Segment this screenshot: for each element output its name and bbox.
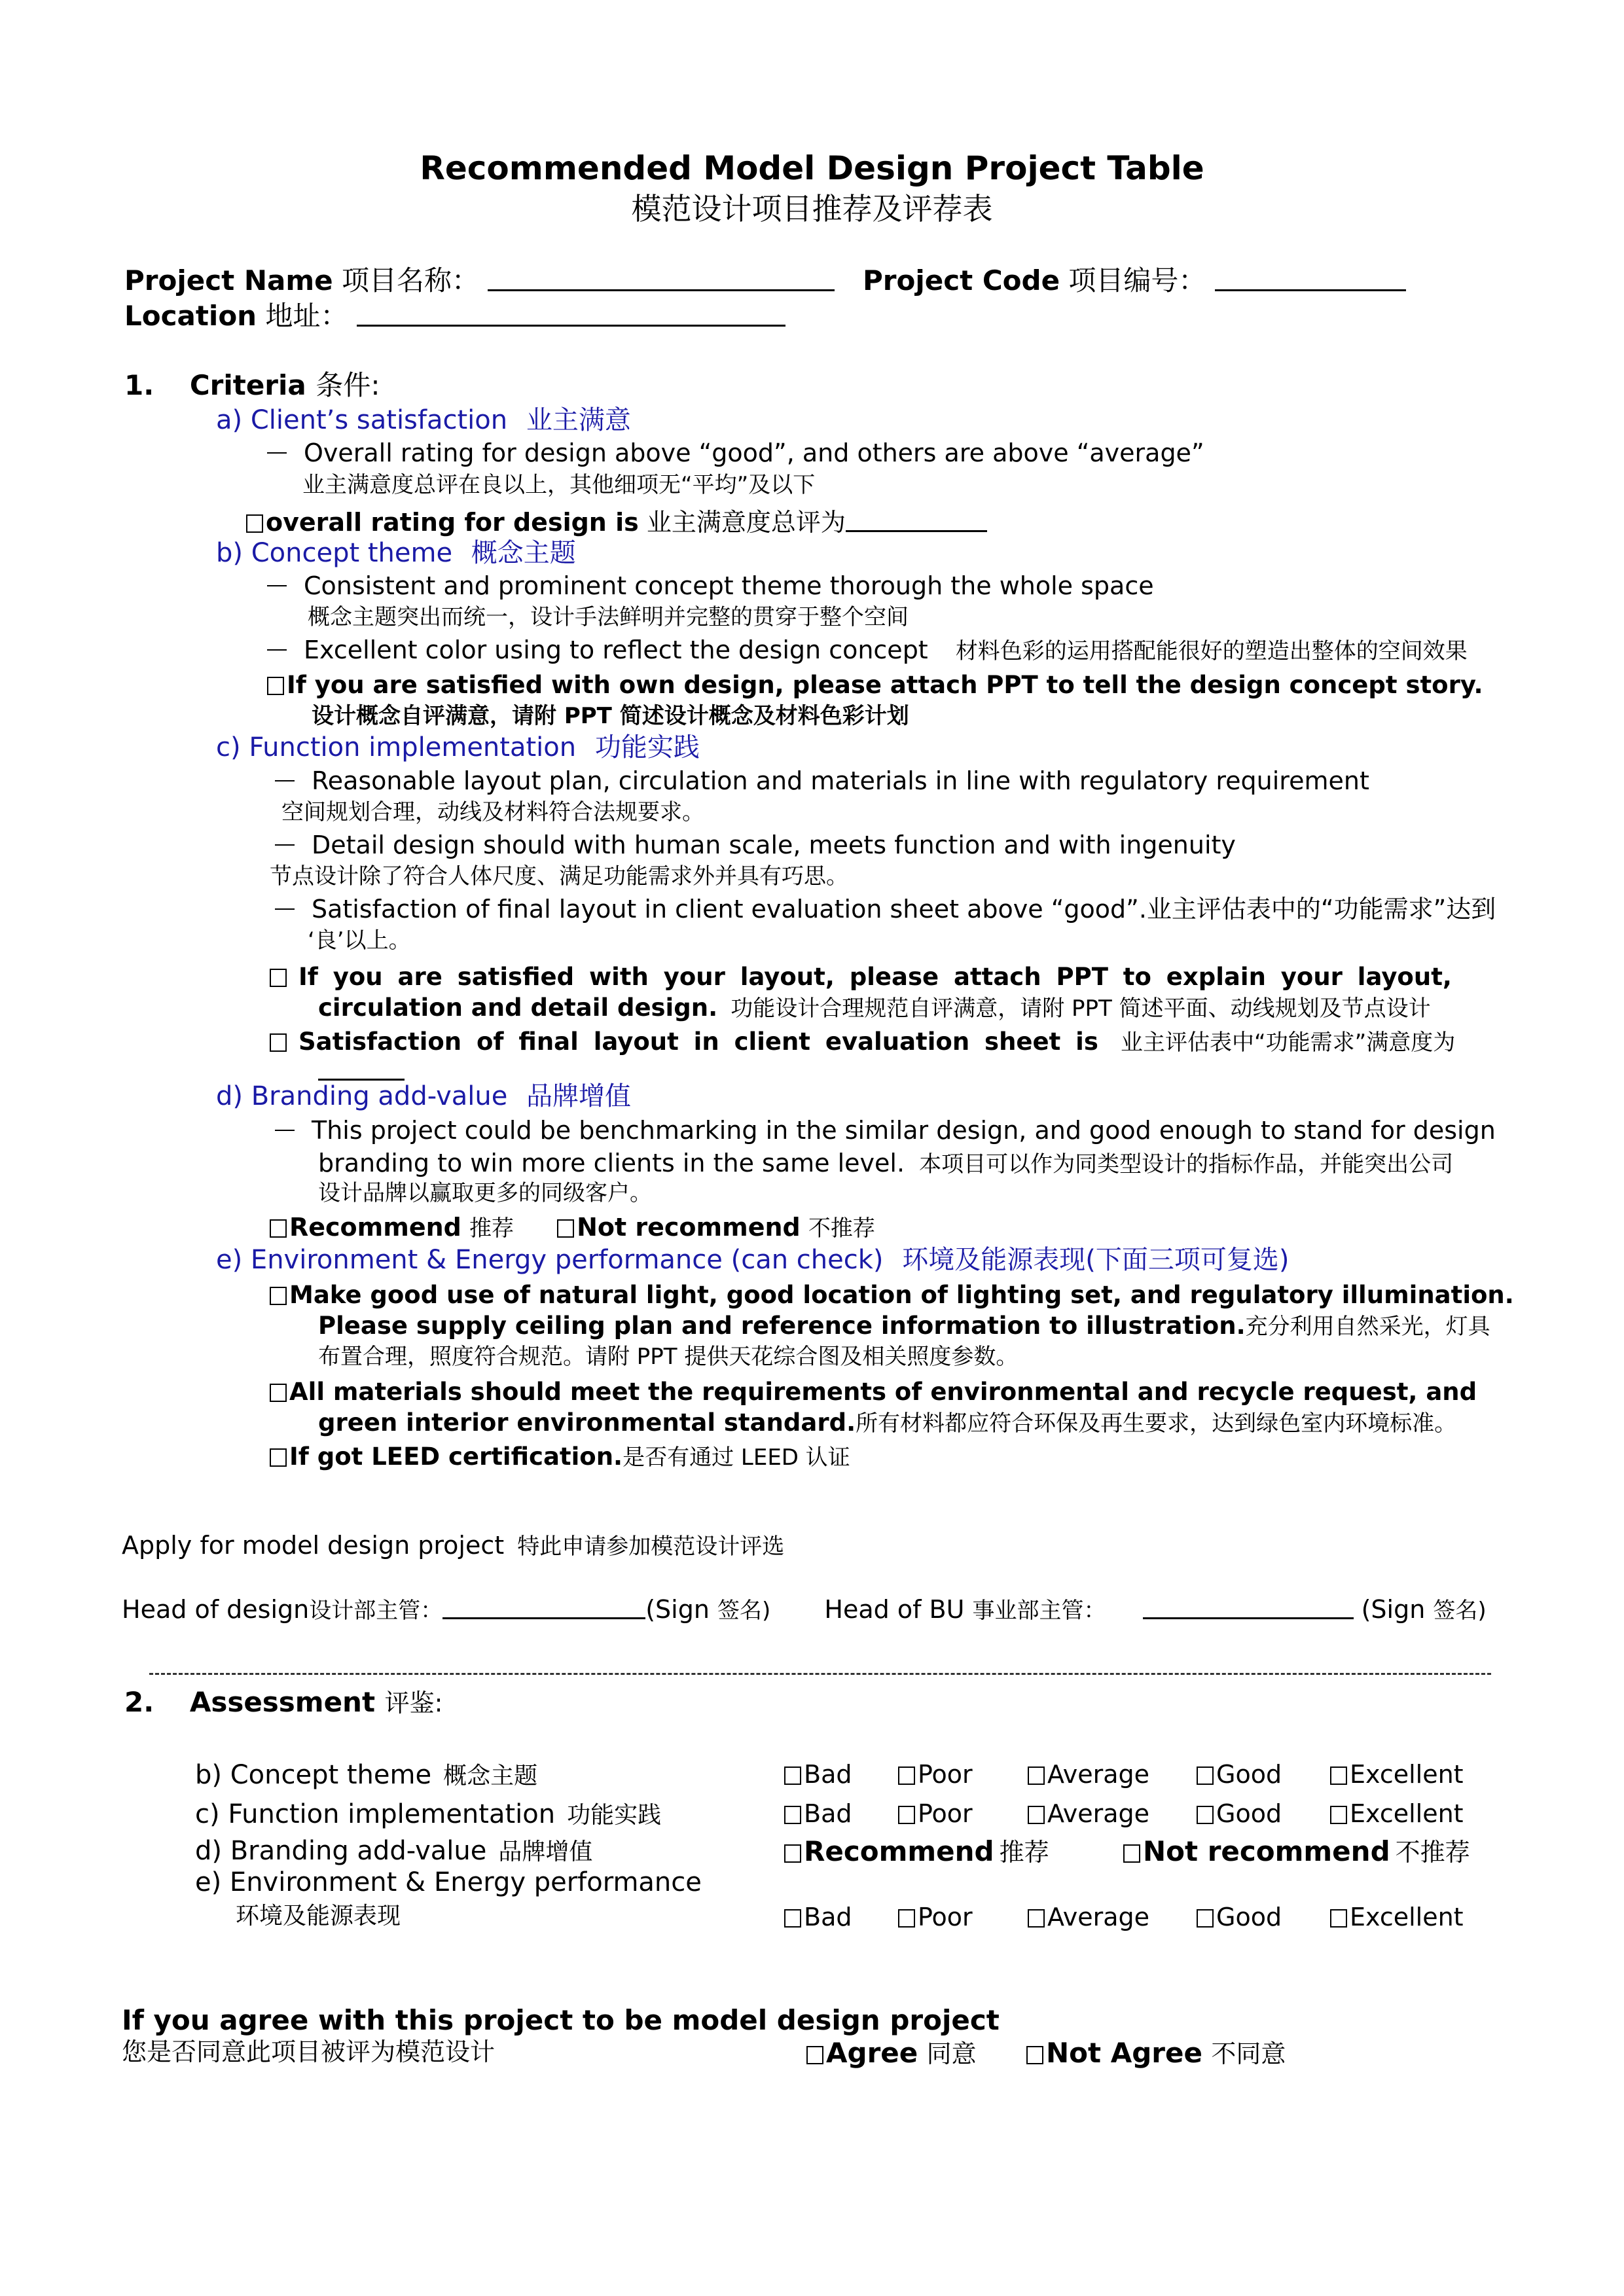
agree-label: Agree <box>826 2037 918 2069</box>
criteria-title-cn: 条件: <box>316 369 380 401</box>
rating-option-excellent[interactable] <box>1330 1801 1464 1826</box>
layout-satisfaction-row <box>318 1056 405 1083</box>
checkbox[interactable] <box>1028 1767 1045 1785</box>
agree-option[interactable] <box>806 2039 977 2067</box>
bullet-dash <box>267 585 287 586</box>
rating-option-good[interactable] <box>1197 1801 1282 1826</box>
page-title-cn: 模范设计项目推荐及评荐表 <box>631 191 993 226</box>
criteria-c-check1-text: If you are satisfied with your layout, please attach PPT to explain your layout, <box>298 963 1452 991</box>
signature-row <box>122 1597 1487 1622</box>
checkbox[interactable] <box>270 969 287 987</box>
criteria-b-check <box>267 673 1483 697</box>
bullet-dash <box>275 908 295 910</box>
assessment-row-label-text: b) Concept theme <box>195 1760 432 1790</box>
recommend-label: Recommend <box>289 1213 461 1242</box>
checkbox[interactable] <box>784 1767 801 1785</box>
criteria-b-item2 <box>267 637 1468 662</box>
rating-option-average[interactable] <box>1028 1762 1149 1787</box>
assessment-row-label-text: c) Function implementation <box>195 1799 556 1829</box>
project-code-label: Project Code <box>863 264 1060 296</box>
rating-label: Good <box>1216 1799 1282 1828</box>
criteria-e-check3-cn: 是否有通过 LEED 认证 <box>623 1444 850 1471</box>
criteria-number: 1. <box>124 369 154 401</box>
rating-label: Good <box>1216 1903 1282 1931</box>
rating-label: Poor <box>918 1799 973 1828</box>
criteria-c-item1 <box>275 768 1369 793</box>
criteria-c-check2-text: Satisfaction of final layout in client evaluation sheet is <box>298 1028 1098 1056</box>
criteria-a-item1 <box>267 440 1204 465</box>
bullet-dash <box>267 452 287 454</box>
project-code-field[interactable] <box>1215 267 1406 291</box>
rating-label: Average <box>1047 1760 1150 1789</box>
criteria-e-check1-cont-row <box>318 1313 1490 1338</box>
criteria-b-title-text: b) Concept theme <box>216 538 453 568</box>
not-recommend-label-cn: 不推荐 <box>1395 1838 1470 1867</box>
criteria-heading <box>124 369 380 401</box>
criteria-c-item3-cont: ‘良’以上。 <box>308 927 411 954</box>
assessment-row-label <box>195 1801 661 1827</box>
checkbox[interactable] <box>1026 2046 1043 2064</box>
criteria-b-check-cn: 设计概念自评满意，请附 PPT 简述设计概念及材料色彩计划 <box>312 703 909 729</box>
rating-option-average[interactable] <box>1028 1905 1149 1929</box>
criteria-c-item3 <box>275 897 1496 922</box>
criteria-e-check3-text: If got LEED certification. <box>289 1443 623 1471</box>
bullet-dash <box>275 1130 295 1131</box>
checkbox[interactable] <box>1197 1909 1214 1928</box>
criteria-d-item1-cn-cont: 设计品牌以赢取更多的同级客户。 <box>318 1180 652 1206</box>
criteria-d-item1-cn: 本项目可以作为同类型设计的指标作品，并能突出公司 <box>919 1151 1454 1177</box>
assessment-title-cn: 评鉴: <box>384 1689 443 1717</box>
criteria-e-check2-cont: green interior environmental standard. <box>318 1408 856 1437</box>
assessment-title: Assessment <box>189 1686 376 1718</box>
project-code-row <box>863 264 1406 296</box>
overall-rating-field[interactable] <box>846 508 987 532</box>
bullet-dash <box>275 844 295 846</box>
rating-label: Average <box>1047 1799 1150 1828</box>
apply-text-cn: 特此申请参加模范设计评选 <box>517 1534 785 1560</box>
checkbox[interactable] <box>1028 1909 1045 1928</box>
criteria-e-check1 <box>270 1283 1514 1307</box>
rating-option-bad[interactable] <box>784 1905 852 1929</box>
criteria-a-item1-text: Overall rating for design above “good”, and others are above “average” <box>304 439 1204 467</box>
criteria-b-item2-cn: 材料色彩的运用搭配能很好的塑造出整体的空间效果 <box>955 638 1468 664</box>
checkbox[interactable] <box>270 1384 287 1402</box>
not-recommend-label: Not recommend <box>577 1213 801 1242</box>
bullet-dash <box>275 780 295 781</box>
criteria-d-options <box>270 1215 875 1240</box>
checkbox[interactable] <box>898 1806 915 1824</box>
checkbox[interactable] <box>784 1806 801 1824</box>
checkbox[interactable] <box>270 1033 287 1052</box>
location-row <box>124 302 785 330</box>
criteria-c-item2-cn: 节点设计除了符合人体尺度、满足功能需求外并具有巧思。 <box>270 863 848 889</box>
head-design-label: Head of design <box>122 1595 310 1624</box>
checkbox[interactable] <box>270 1287 287 1305</box>
rating-label: Excellent <box>1350 1799 1464 1828</box>
project-name-label-cn: 项目名称： <box>341 264 479 296</box>
rating-option-good[interactable] <box>1197 1762 1282 1787</box>
rating-label: Bad <box>804 1760 852 1789</box>
rating-label: Excellent <box>1350 1903 1464 1931</box>
assessment-heading <box>124 1686 443 1718</box>
rating-label: Excellent <box>1350 1760 1464 1789</box>
rating-option-poor[interactable] <box>898 1905 973 1929</box>
checkbox[interactable] <box>784 1909 801 1928</box>
criteria-e-title-cn: 环境及能源表现(下面三项可复选) <box>902 1245 1290 1275</box>
agree-question-cn: 您是否同意此项目被评为模范设计 <box>122 2037 496 2066</box>
rating-label: Bad <box>804 1799 852 1828</box>
rating-option-average[interactable] <box>1028 1801 1149 1826</box>
checkbox[interactable] <box>1197 1767 1214 1785</box>
not-recommend-label-cn: 不推荐 <box>808 1215 875 1242</box>
project-name-field[interactable] <box>488 267 835 291</box>
criteria-e-check1-text: Make good use of natural light, good location of lighting set, and regulatory illumination. <box>289 1281 1514 1309</box>
checkbox[interactable] <box>898 1767 915 1785</box>
head-design-sign-field[interactable] <box>442 1599 645 1619</box>
sign1-label-cn: 签名) <box>717 1598 771 1624</box>
recommend-label-cn: 推荐 <box>999 1838 1049 1867</box>
checkbox[interactable] <box>1028 1806 1045 1824</box>
apply-row <box>122 1533 784 1558</box>
sign1-label: (Sign <box>645 1595 710 1624</box>
head-design-label-cn: 设计部主管： <box>309 1598 443 1624</box>
location-field[interactable] <box>357 302 785 327</box>
criteria-d-title-text: d) Branding add-value <box>216 1081 508 1111</box>
criteria-c-check1-cn: 功能设计合理规范自评满意，请附 PPT 简述平面、动线规划及节点设计 <box>731 996 1431 1022</box>
criteria-e-check1-cn-cont: 布置合理，照度符合规范。请附 PPT 提供天花综合图及相关照度参数。 <box>318 1344 1019 1370</box>
criteria-a-check-cn: 业主满意度总评为 <box>646 508 846 537</box>
checkbox[interactable] <box>270 1219 287 1238</box>
criteria-a-check <box>246 508 987 535</box>
rating-option-excellent[interactable] <box>1330 1905 1464 1929</box>
criteria-a-check-text: overall rating for design is <box>266 508 639 537</box>
criteria-c-check2 <box>270 1029 1455 1054</box>
criteria-b-item1-text: Consistent and prominent concept theme thorough the whole space <box>304 571 1154 600</box>
location-label: Location <box>124 300 257 332</box>
criteria-d-item1 <box>275 1118 1496 1143</box>
not-agree-label-cn: 不同意 <box>1211 2039 1286 2068</box>
criteria-b-item1-cn: 概念主题突出而统一，设计手法鲜明并完整的贯穿于整个空间 <box>308 604 909 630</box>
criteria-b-item1 <box>267 573 1154 598</box>
not-recommend-option[interactable] <box>557 1213 875 1242</box>
checkbox[interactable] <box>784 1844 801 1863</box>
page-title: Recommended Model Design Project Table <box>420 149 1204 187</box>
assessment-not-recommend-option[interactable] <box>1123 1835 1470 1867</box>
rating-option-poor[interactable] <box>898 1801 973 1826</box>
not-agree-label: Not Agree <box>1046 2037 1202 2069</box>
recommend-option[interactable] <box>270 1213 514 1242</box>
agree-label-cn: 同意 <box>926 2039 977 2068</box>
head-bu-label-cn: 事业部主管： <box>972 1598 1106 1624</box>
criteria-e-title <box>216 1247 1289 1273</box>
checkbox[interactable] <box>1330 1909 1347 1928</box>
checkbox[interactable] <box>270 1448 287 1467</box>
criteria-c-item2-text: Detail design should with human scale, meets function and with ingenuity <box>312 831 1236 859</box>
criteria-d-item1-cont: branding to win more clients in the same level. <box>318 1149 905 1177</box>
assessment-row-label <box>195 1838 592 1864</box>
criteria-c-title-cn: 功能实践 <box>594 732 700 762</box>
location-label-cn: 地址： <box>265 300 348 332</box>
criteria-a-title-text: a) Client’s satisfaction <box>216 405 508 435</box>
sign2-label-cn: 签名) <box>1433 1598 1487 1624</box>
checkbox[interactable] <box>1330 1806 1347 1824</box>
bullet-dash <box>267 649 287 651</box>
not-agree-option[interactable] <box>1026 2039 1286 2067</box>
criteria-c-check2-cn: 业主评估表中“功能需求”满意度为 <box>1120 1030 1456 1056</box>
assessment-row-label <box>195 1762 537 1788</box>
head-bu-sign-field[interactable] <box>1143 1599 1354 1619</box>
layout-satisfaction-field[interactable] <box>318 1056 405 1081</box>
checkbox[interactable] <box>1330 1767 1347 1785</box>
criteria-c-item1-cn: 空间规划合理，动线及材料符合法规要求。 <box>281 799 704 825</box>
recommend-label: Recommend <box>804 1835 994 1867</box>
criteria-e-check1-cont: Please supply ceiling plan and reference information to illustration. <box>318 1312 1246 1340</box>
criteria-b-title-cn: 概念主题 <box>471 538 576 568</box>
rating-option-excellent[interactable] <box>1330 1762 1464 1787</box>
checkbox[interactable] <box>1123 1844 1140 1863</box>
assessment-recommend-option[interactable] <box>784 1835 1049 1867</box>
rating-option-bad[interactable] <box>784 1762 852 1787</box>
criteria-c-check1-cont-row <box>318 995 1431 1020</box>
rating-label: Average <box>1047 1903 1150 1931</box>
criteria-b-check-text: If you are satisfied with own design, please attach PPT to tell the design concept story. <box>287 671 1483 699</box>
criteria-d-item1-cont-row <box>318 1151 1453 1175</box>
agree-question: If you agree with this project to be model design project <box>122 2004 1000 2036</box>
criteria-e-check2-text: All materials should meet the requirements of environmental and recycle request, and <box>289 1378 1477 1406</box>
criteria-c-check1-cont: circulation and detail design. <box>318 994 718 1022</box>
criteria-c-title-text: c) Function implementation <box>216 732 577 762</box>
checkbox[interactable] <box>246 514 263 533</box>
recommend-label-cn: 推荐 <box>469 1215 514 1242</box>
project-name-row <box>124 264 835 296</box>
rating-label: Poor <box>918 1903 973 1931</box>
rating-label: Bad <box>804 1903 852 1931</box>
criteria-e-check2-cn: 所有材料都应符合环保及再生要求，达到绿色室内环境标准。 <box>856 1410 1457 1437</box>
criteria-d-item1-text: This project could be benchmarking in the similar design, and good enough to stand for design <box>312 1116 1496 1145</box>
rating-option-bad[interactable] <box>784 1801 852 1826</box>
criteria-e-title-text: e) Environment & Energy performance (can check) <box>216 1245 884 1275</box>
criteria-a-title <box>216 407 631 433</box>
checkbox[interactable] <box>898 1909 915 1928</box>
criteria-b-item2-text: Excellent color using to reflect the design concept <box>304 636 928 664</box>
criteria-a-item1-cn: 业主满意度总评在良以上，其他细项无“平均”及以下 <box>302 472 816 498</box>
assessment-row-label-cn: 概念主题 <box>443 1763 538 1789</box>
rating-label: Poor <box>918 1760 973 1789</box>
checkbox[interactable] <box>557 1219 574 1238</box>
criteria-d-title-cn: 品牌增值 <box>526 1081 632 1111</box>
criteria-d-title <box>216 1083 631 1109</box>
criteria-e-check2 <box>270 1380 1477 1404</box>
apply-text: Apply for model design project <box>122 1531 505 1560</box>
rating-option-poor[interactable] <box>898 1762 973 1787</box>
criteria-c-check1 <box>270 965 1452 989</box>
criteria-e-check3 <box>270 1444 850 1469</box>
criteria-e-check2-cont-row <box>318 1410 1456 1435</box>
criteria-a-title-cn: 业主满意 <box>526 405 631 435</box>
project-name-label: Project Name <box>124 264 333 296</box>
rating-label: Good <box>1216 1760 1282 1789</box>
assessment-row-label-cn: 品牌增值 <box>498 1839 593 1865</box>
checkbox[interactable] <box>806 2046 823 2064</box>
assessment-row-label-cn: 环境及能源表现 <box>236 1903 401 1929</box>
dashed-separator <box>149 1673 1491 1675</box>
criteria-e-check1-cn: 充分利用自然采光，灯具 <box>1245 1314 1490 1340</box>
not-recommend-label: Not recommend <box>1143 1835 1390 1867</box>
criteria-c-item3-text: Satisfaction of final layout in client evaluation sheet above “good”.业主评估表中的“功能需求”达到 <box>312 895 1496 924</box>
assessment-row-label-text: d) Branding add-value <box>195 1836 487 1866</box>
criteria-b-title <box>216 540 576 566</box>
checkbox[interactable] <box>267 677 284 695</box>
assessment-number: 2. <box>124 1686 154 1718</box>
criteria-title: Criteria <box>189 369 306 401</box>
assessment-row-label-cn: 功能实践 <box>567 1802 662 1829</box>
head-bu-label: Head of BU <box>824 1595 965 1624</box>
sign2-label: (Sign <box>1361 1595 1426 1624</box>
assessment-row-label: e) Environment & Energy performance <box>195 1867 702 1897</box>
criteria-c-title <box>216 734 700 761</box>
rating-option-good[interactable] <box>1197 1905 1282 1929</box>
criteria-c-item1-text: Reasonable layout plan, circulation and materials in line with regulatory requirement <box>312 766 1369 795</box>
checkbox[interactable] <box>1197 1806 1214 1824</box>
project-code-label-cn: 项目编号： <box>1068 264 1206 296</box>
criteria-c-item2 <box>275 833 1236 857</box>
